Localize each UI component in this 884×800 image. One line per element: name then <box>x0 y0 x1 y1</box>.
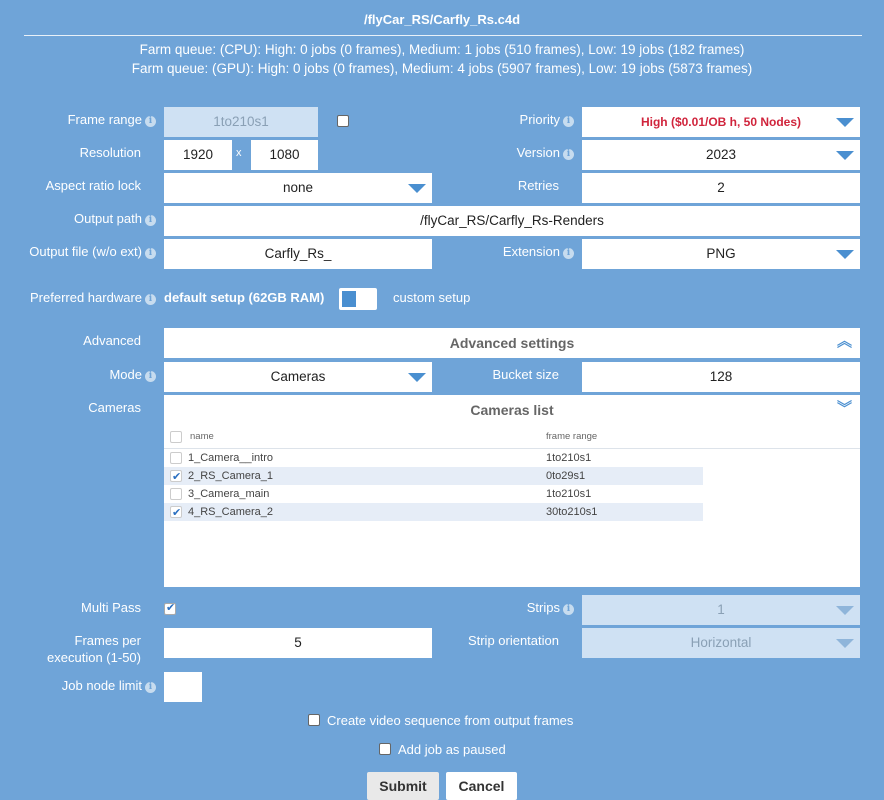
cameras-label: Cameras <box>88 400 141 415</box>
priority-value: High ($0.01/OB h, 50 Nodes) <box>640 115 802 129</box>
camera-frame-range: 1to210s1 <box>546 488 592 500</box>
camera-frame-range: 30to210s1 <box>546 506 598 518</box>
camera-frame-range: 1to210s1 <box>546 452 592 464</box>
cameras-list-head <box>164 425 860 449</box>
output-path-label-text: Output path <box>74 211 142 226</box>
window-title: /flyCar_RS/Carfly_Rs.c4d <box>363 12 521 27</box>
toggle-knob <box>342 291 356 307</box>
preferred-hardware-label-text: Preferred hardware <box>30 290 142 305</box>
camera-frame-range: 0to29s1 <box>546 470 586 482</box>
chevron-down-icon <box>836 606 854 615</box>
resolution-separator: x <box>236 147 242 159</box>
extension-value: PNG <box>706 246 736 261</box>
extension-select[interactable] <box>582 239 860 269</box>
hardware-toggle[interactable] <box>339 288 377 310</box>
extension-label-text: Extension <box>502 244 560 259</box>
version-label-text: Version <box>516 145 560 160</box>
version-select[interactable] <box>582 140 860 170</box>
strips-value: 1 <box>717 602 725 617</box>
output-file-label <box>0 244 156 259</box>
frame-range-label-text: Frame range <box>67 112 142 127</box>
chevron-up-double-icon: ︽ <box>836 333 852 350</box>
frames-per-execution-label <box>0 632 141 666</box>
add-paused-checkbox[interactable] <box>379 743 391 755</box>
frames-per-execution-label-line2: execution (1-50) <box>47 650 141 665</box>
camera-row[interactable] <box>164 449 703 467</box>
cameras-list <box>164 425 860 587</box>
column-frame-range: frame range <box>546 431 598 442</box>
cancel-button[interactable]: Cancel <box>446 772 517 800</box>
job-node-limit-label-text: Job node limit <box>61 678 142 693</box>
camera-name: 3_Camera_main <box>188 488 270 500</box>
camera-checkbox[interactable] <box>170 452 182 464</box>
camera-row[interactable] <box>164 503 703 521</box>
resolution-label: Resolution <box>79 145 141 160</box>
frame-range-input[interactable]: 1to210s1 <box>164 107 318 137</box>
mode-label-text: Mode <box>109 367 142 382</box>
mode-select[interactable] <box>164 362 432 392</box>
camera-name: 4_RS_Camera_2 <box>188 506 273 518</box>
title-divider <box>24 35 862 36</box>
extension-label <box>440 244 574 259</box>
retries-input[interactable]: 2 <box>582 173 860 203</box>
camera-name: 2_RS_Camera_1 <box>188 470 273 482</box>
chevron-down-icon <box>836 118 854 127</box>
frames-per-execution-label-line1: Frames per <box>74 633 141 648</box>
submit-button[interactable]: Submit <box>367 772 439 800</box>
cameras-list-title: Cameras list <box>470 402 554 418</box>
create-video-label: Create video sequence from output frames <box>327 713 574 728</box>
advanced-settings-title: Advanced settings <box>449 335 575 351</box>
aspect-ratio-lock-label: Aspect ratio lock <box>45 178 141 193</box>
gpu-queue-status: Farm queue: (GPU): High: 0 jobs (0 frames), Medium: 4 jobs (5907 frames), Low: 19 jobs (5873 frames) <box>131 61 753 76</box>
mode-value: Cameras <box>270 369 326 384</box>
output-file-label-text: Output file (w/o ext) <box>29 244 142 259</box>
aspect-ratio-lock-select[interactable] <box>164 173 432 203</box>
chevron-down-double-icon: ︾ <box>836 400 852 417</box>
bucket-size-input[interactable]: 128 <box>582 362 860 392</box>
frames-per-execution-input[interactable]: 5 <box>164 628 432 658</box>
priority-label-text: Priority <box>519 112 560 127</box>
info-icon[interactable]: i <box>563 149 574 160</box>
camera-checkbox[interactable] <box>170 488 182 500</box>
version-label <box>440 145 574 160</box>
output-path-input[interactable]: /flyCar_RS/Carfly_Rs-Renders <box>164 206 860 236</box>
chevron-down-icon <box>836 250 854 259</box>
create-video-checkbox[interactable] <box>308 714 320 726</box>
cameras-list-header[interactable] <box>164 395 860 425</box>
priority-select[interactable] <box>582 107 860 137</box>
strip-orientation-label: Strip orientation <box>467 633 559 648</box>
column-name: name <box>190 431 214 442</box>
info-icon[interactable]: i <box>145 116 156 127</box>
version-value: 2023 <box>705 147 737 162</box>
job-node-limit-label <box>0 678 156 693</box>
output-path-label <box>0 211 156 226</box>
chevron-down-icon <box>836 151 854 160</box>
info-icon[interactable]: i <box>145 682 156 693</box>
multi-pass-checkbox[interactable] <box>164 603 176 615</box>
chevron-down-icon <box>408 373 426 382</box>
camera-row[interactable] <box>164 485 703 503</box>
job-node-limit-input[interactable] <box>164 672 202 702</box>
camera-name: 1_Camera__intro <box>188 452 273 464</box>
advanced-settings-header[interactable] <box>164 328 860 358</box>
resolution-width-input[interactable]: 1920 <box>164 140 232 170</box>
multi-pass-label: Multi Pass <box>81 600 141 615</box>
strip-orientation-value: Horizontal <box>690 635 752 650</box>
info-icon[interactable]: i <box>563 116 574 127</box>
preferred-hardware-label <box>0 290 156 305</box>
add-paused-label: Add job as paused <box>398 742 506 757</box>
info-icon[interactable]: i <box>563 604 574 615</box>
camera-checkbox[interactable] <box>170 470 182 482</box>
aspect-ratio-lock-value: none <box>282 180 314 195</box>
frame-range-checkbox[interactable] <box>337 115 349 127</box>
priority-label <box>440 112 574 127</box>
info-icon[interactable]: i <box>145 248 156 259</box>
output-file-input[interactable]: Carfly_Rs_ <box>164 239 432 269</box>
info-icon[interactable]: i <box>563 248 574 259</box>
resolution-height-input[interactable]: 1080 <box>251 140 318 170</box>
cpu-queue-status: Farm queue: (CPU): High: 0 jobs (0 frames), Medium: 1 jobs (510 frames), Low: 19 jobs (182 frames) <box>139 42 745 57</box>
strip-orientation-select[interactable] <box>582 628 860 658</box>
info-icon[interactable]: i <box>145 371 156 382</box>
select-all-checkbox[interactable] <box>170 431 182 443</box>
strips-label <box>440 600 574 615</box>
camera-checkbox[interactable] <box>170 506 182 518</box>
advanced-label: Advanced <box>83 333 141 348</box>
custom-setup-text: custom setup <box>393 290 471 305</box>
strips-label-text: Strips <box>526 600 560 615</box>
retries-label: Retries <box>517 178 559 193</box>
camera-row[interactable] <box>164 467 703 485</box>
chevron-down-icon <box>836 639 854 648</box>
info-icon[interactable]: i <box>145 215 156 226</box>
mode-label <box>0 367 156 382</box>
strips-select[interactable] <box>582 595 860 625</box>
frame-range-label <box>0 112 156 127</box>
default-setup-text: default setup (62GB RAM) <box>164 290 325 305</box>
bucket-size-label: Bucket size <box>492 367 559 382</box>
chevron-down-icon <box>408 184 426 193</box>
info-icon[interactable]: i <box>145 294 156 305</box>
